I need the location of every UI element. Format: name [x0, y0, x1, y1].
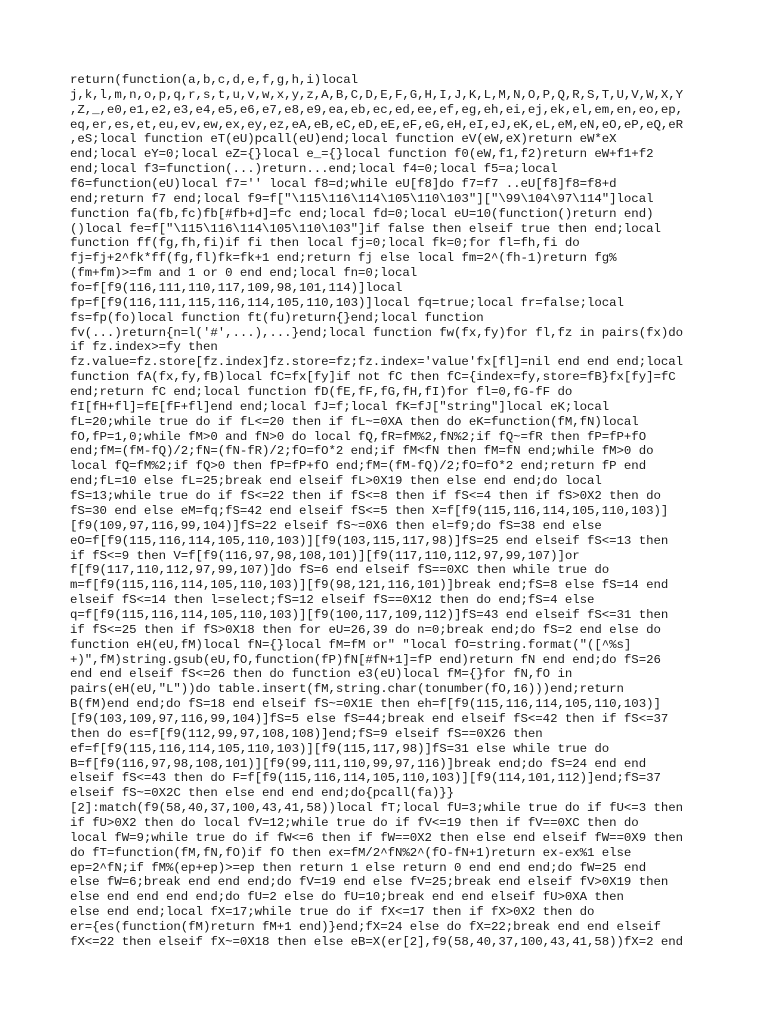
code-line: end;return fC end;local function fD(fE,fF,fG,fH,fI)for fl=0,fG-fF do — [70, 385, 573, 400]
code-line: [f9(103,109,97,116,99,104)]fS=5 else fS=44;break end elseif fS<=42 then if fS<=37 — [70, 711, 669, 726]
code-line: function fa(fb,fc)fb[#fb+d]=fc end;local fd=0;local eU=10(function()return end) — [70, 206, 654, 221]
code-line: er={es(function(fM)return fM+1 end)}end;fX=24 else do fX=22;break end end elseif — [70, 919, 661, 934]
code-line: else end end end end;do fU=2 else do fU=10;break end end elseif fU>0XA then — [70, 890, 624, 905]
code-line: q=f[f9(115,116,114,105,110,103)][f9(100,117,109,112)]fS=43 end elseif fS<=31 then — [70, 607, 669, 622]
code-line: +)",fM)string.gsub(eU,fO,function(fP)fN[#fN+1]=fP end)return fN end end;do fS=26 — [70, 652, 661, 667]
code-line: fL=20;while true do if fL<=20 then if fL~=0XA then do eK=function(fM,fN)local — [70, 414, 639, 429]
code-line: return(function(a,b,c,d,e,f,g,h,i)local — [70, 73, 359, 87]
code-line: (fm+fm)>=fm and 1 or 0 end end;local fn=0;local — [70, 266, 418, 281]
code-line: ef=f[f9(115,116,114,105,110,103)][f9(115,117,98)]fS=31 else while true do — [70, 741, 610, 756]
code-line: if fS<=9 then V=f[f9(116,97,98,108,101)][f9(117,110,112,97,99,107)]or — [70, 548, 580, 563]
code-line: end;return f7 end;local f9=f["\115\116\114\105\110\103"]["\99\104\97\114"]local — [70, 191, 654, 206]
code-line: local fQ=fM%2;if fQ>0 then fP=fP+fO end;fM=(fM-fQ)/2;fO=fO*2 end;return fP end — [70, 459, 647, 474]
code-line: pairs(eH(eU,"L"))do table.insert(fM,string.char(tonumber(fO,16)))end;return — [70, 682, 624, 697]
code-line: fv(...)return{n=l('#',...),...}end;local function fw(fx,fy)for fl,fz in pairs(fx)do — [70, 325, 684, 340]
code-line: end;fL=10 else fL=25;break end elseif fL>0X19 then else end end;do local — [70, 474, 602, 489]
code-line: do fT=function(fM,fN,fO)if fO then ex=fM/2^fN%2^(fO-fN+1)return ex-ex%1 else — [70, 845, 632, 860]
code-line: if fz.index>=fy then — [70, 340, 218, 355]
code-line: fj=fj+2^fk*ff(fg,fl)fk=fk+1 end;return fj else local fm=2^(fh-1)return fg% — [70, 251, 617, 266]
code-line: elseif fS~=0X2C then else end end end;do{pcall(fa)}} — [70, 786, 455, 801]
code-line: fX<=22 then elseif fX~=0X18 then else eB=X(er[2],f9(58,40,37,100,43,41,58))fX=2 end — [70, 934, 684, 949]
code-line: local fW=9;while true do if fW<=6 then if fW==0X2 then else end elseif fW==0X9 then — [70, 830, 684, 845]
code-line: fO,fP=1,0;while fM>0 and fN>0 do local fQ,fR=fM%2,fN%2;if fQ~=fR then fP=fP+fO — [70, 429, 647, 444]
code-line: ,eS;local function eT(eU)pcall(eU)end;local function eV(eW,eX)return eW*eX — [70, 132, 617, 147]
code-line: B(fM)end end;do fS=18 end elseif fS~=0X1E then eh=f[f9(115,116,114,105,110,103)] — [70, 697, 661, 712]
code-line: else end end;local fX=17;while true do if fX<=17 then if fX>0X2 then do — [70, 905, 595, 920]
code-line: m=f[f9(115,116,114,105,110,103)][f9(98,121,116,101)]break end;fS=8 else fS=14 end — [70, 578, 669, 593]
code-line: j,k,l,m,n,o,p,q,r,s,t,u,v,w,x,y,z,A,B,C,D,E,F,G,H,I,J,K,L,M,N,O,P,Q,R,S,T,U,V,W,X,Y — [70, 87, 684, 102]
code-line: end;local f3=function(...)return...end;local f4=0;local f5=a;local — [70, 162, 558, 177]
code-line: [f9(109,97,116,99,104)]fS=22 elseif fS~=0X6 then el=f9;do fS=38 end else — [70, 518, 602, 533]
code-line: fI[fH+fl]=fE[fF+fl]end end;local fJ=f;local fK=fJ["string"]local eK;local — [70, 399, 610, 414]
code-line: elseif fS<=43 then do F=f[f9(115,116,114,105,110,103)][f9(114,101,112)]end;fS=37 — [70, 771, 661, 786]
code-line: [2]:match(f9(58,40,37,100,43,41,58))local fT;local fU=3;while true do if fU<=3 then — [70, 801, 684, 816]
code-line: if fU>0X2 then do local fV=12;while true do if fV<=19 then if fV==0XC then do — [70, 815, 639, 830]
code-line: fS=30 end else eM=fq;fS=42 end elseif fS<=5 then X=f[f9(115,116,114,105,110,103)] — [70, 503, 669, 518]
code-line: f6=function(eU)local f7='' local f8=d;while eU[f8]do f7=f7 ..eU[f8]f8=f8+d — [70, 177, 617, 192]
code-line: ep=2^fN;if fM%(ep+ep)>=ep then return 1 else return 0 end end end;do fW=25 end — [70, 860, 647, 875]
code-line: ()local fe=f["\115\116\114\105\110\103"]if false then elseif true then end;local — [70, 221, 661, 236]
code-line: end;fM=(fM-fQ)/2;fN=(fN-fR)/2;fO=fO*2 end;if fM<fN then fM=fN end;while fM>0 do — [70, 444, 654, 459]
code-line: eq,er,es,et,eu,ev,ew,ex,ey,ez,eA,eB,eC,eD,eE,eF,eG,eH,eI,eJ,eK,eL,eM,eN,eO,eP,eQ,eR — [70, 117, 684, 132]
code-line: function ff(fg,fh,fi)if fi then local fj=0;local fk=0;for fl=fh,fi do — [70, 236, 580, 251]
code-line: B=f[f9(116,97,98,108,101)][f9(99,111,110,99,97,116)]break end;do fS=24 end end — [70, 756, 647, 771]
code-line: fs=fp(fo)local function ft(fu)return{}end;local function — [70, 310, 484, 325]
code-line: f[f9(117,110,112,97,99,107)]do fS=6 end elseif fS==0XC then while true do — [70, 563, 610, 578]
code-line: function eH(eU,fM)local fN={}local fM=fM or" "local fO=string.format("([^%s] — [70, 637, 632, 652]
code-line: end;local eY=0;local eZ={}local e_={}local function f0(eW,f1,f2)return eW+f1+f2 — [70, 147, 654, 162]
code-line: ,Z,_,e0,e1,e2,e3,e4,e5,e6,e7,e8,e9,ea,eb,ec,ed,ee,ef,eg,eh,ei,ej,ek,el,em,en,eo,ep, — [70, 102, 684, 117]
code-line: fp=f[f9(116,111,115,116,114,105,110,103)]local fq=true;local fr=false;local — [70, 295, 624, 310]
code-line: elseif fS<=14 then l=select;fS=12 elseif fS==0X12 then do end;fS=4 else — [70, 593, 595, 608]
code-line: if fS<=25 then if fS>0X18 then for eU=26,39 do n=0;break end;do fS=2 end else do — [70, 622, 661, 637]
code-line: fo=f[f9(116,111,110,117,109,98,101,114)]local — [70, 281, 403, 296]
code-line: end end elseif fS<=26 then do function e3(eU)local fM={}for fN,fO in — [70, 667, 573, 682]
code-line: else fW=6;break end end end;do fV=19 end else fV=25;break end elseif fV>0X19 then — [70, 875, 669, 890]
code-block — [70, 73, 710, 950]
code-line: eO=f[f9(115,116,114,105,110,103)][f9(103,115,117,98)]fS=25 end elseif fS<=13 then — [70, 533, 669, 548]
code-line: then do es=f[f9(112,99,97,108,108)]end;fS=9 elseif fS==0X26 then — [70, 726, 543, 741]
code-line: function fA(fx,fy,fB)local fC=fx[fy]if not fC then fC={index=fy,store=fB}fx[fy]=fC — [70, 370, 676, 385]
code-line: fz.value=fz.store[fz.index]fz.store=fz;fz.index='value'fx[fl]=nil end end end;local — [70, 355, 684, 370]
code-line: fS=13;while true do if fS<=22 then if fS<=8 then if fS<=4 then if fS>0X2 then do — [70, 489, 661, 504]
